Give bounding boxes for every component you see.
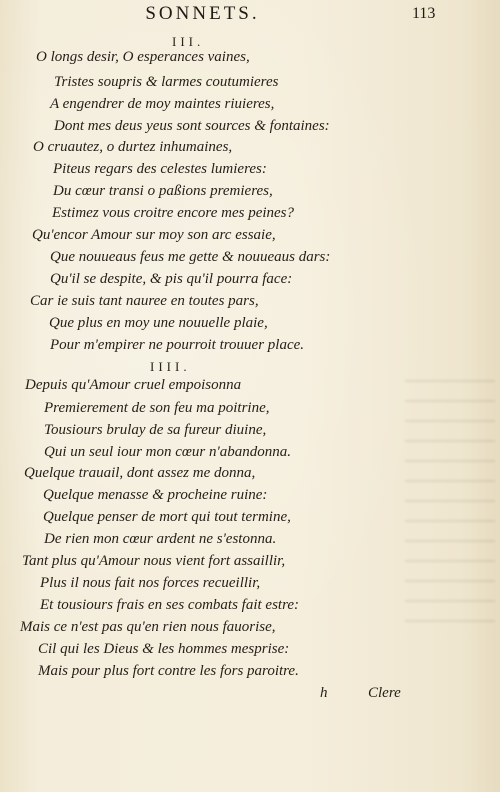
verse-line: Qu'il se despite, & pis qu'il pourra face: [50, 271, 293, 287]
verse-line: Qui un seul iour mon cœur n'abandonna. [44, 444, 291, 460]
verse-line: Depuis qu'Amour cruel empoisonna [25, 377, 242, 393]
verse-line: Tousiours brulay de sa fureur diuine, [44, 422, 267, 438]
verse-line: Quelque menasse & procheine ruine: [43, 487, 268, 503]
verse-line: Mais pour plus fort contre les fors paroitre. [38, 663, 299, 679]
verse-line: Qu'encor Amour sur moy son arc essaie, [32, 227, 276, 243]
verse-line: Estimez vous croitre encore mes peines? [52, 205, 295, 221]
verse-line: Du cœur transi o paßions premieres, [53, 183, 273, 199]
signature-mark: h [320, 685, 328, 701]
verse-line: O longs desir, O esperances vaines, [36, 49, 250, 65]
verse-line: Car ie suis tant nauree en toutes pars, [30, 293, 259, 309]
verse-line: Quelque penser de mort qui tout termine, [43, 509, 291, 525]
verse-line: Tristes soupris & larmes coutumieres [54, 74, 279, 90]
verse-line: Que plus en moy une nouuelle plaie, [49, 315, 268, 331]
verse-line: Premierement de son feu ma poitrine, [44, 400, 270, 416]
verse-line: Dont mes deus yeus sont sources & fontaines: [54, 118, 330, 134]
verse-line: O cruautez, o durtez inhumaines, [33, 139, 233, 155]
page-number: 113 [412, 5, 436, 22]
verse-line: Cil qui les Dieus & les hommes mesprise: [38, 641, 290, 657]
verse-line: Que nouueaus feus me gette & nouueaus dars: [50, 249, 331, 265]
verse-line: A engendrer de moy maintes riuieres, [50, 96, 275, 112]
show-through-texture [405, 380, 495, 640]
running-head: SONNETS. [145, 3, 260, 24]
verse-line: Pour m'empirer ne pourroit trouuer place. [50, 337, 305, 353]
verse-line: Quelque trauail, dont assez me donna, [24, 465, 256, 481]
verse-line: Et tousiours frais en ses combats fait estre: [40, 597, 300, 613]
verse-line: Mais ce n'est pas qu'en rien nous fauorise, [20, 619, 276, 635]
verse-line: Plus il nous fait nos forces recueillir, [40, 575, 261, 591]
verse-line: De rien mon cœur ardent ne s'estonna. [44, 531, 277, 547]
sonnet-heading: III. [172, 34, 205, 49]
sonnet-heading: IIII. [150, 359, 191, 374]
verse-line: Piteus regars des celestes lumieres: [53, 161, 267, 177]
verse-line: Tant plus qu'Amour nous vient fort assaillir, [22, 553, 286, 569]
catchword: Clere [368, 685, 401, 701]
